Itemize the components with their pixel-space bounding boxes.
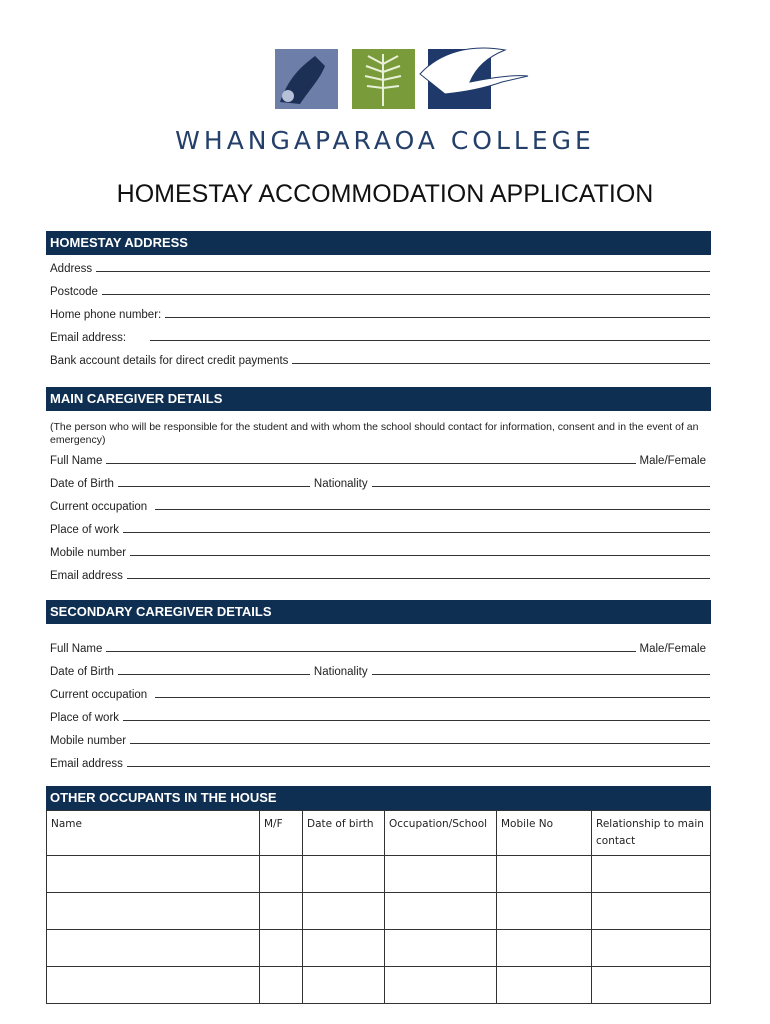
form-title: HOMESTAY ACCOMMODATION APPLICATION	[116, 180, 654, 208]
table-row[interactable]	[47, 930, 711, 967]
secondary-dob-nationality-field[interactable]: Date of Birth Nationality	[50, 662, 710, 678]
table-row[interactable]	[47, 967, 711, 1004]
secondary-email-field[interactable]: Email address	[50, 754, 710, 770]
section-header-homestay-address: HOMESTAY ADDRESS	[46, 231, 711, 255]
college-logo	[270, 44, 535, 112]
secondary-occupation-field[interactable]: Current occupation	[50, 685, 710, 701]
main-gender-label: Male/Female	[639, 455, 706, 467]
section-header-main-caregiver: MAIN CAREGIVER DETAILS	[46, 387, 711, 411]
col-mobile: Mobile No	[497, 811, 592, 856]
home-phone-field[interactable]: Home phone number:	[50, 305, 710, 321]
email-field[interactable]: Email address:	[50, 328, 710, 344]
main-place-of-work-field[interactable]: Place of work	[50, 520, 710, 536]
main-nationality-label: Nationality	[313, 478, 368, 490]
secondary-full-name-field[interactable]: Full Name Male/Female	[50, 639, 710, 655]
col-occupation: Occupation/School	[385, 811, 497, 856]
main-occupation-field[interactable]: Current occupation	[50, 497, 710, 513]
secondary-gender-label: Male/Female	[639, 643, 706, 655]
main-full-name-field[interactable]: Full Name Male/Female	[50, 451, 710, 467]
table-row[interactable]	[47, 893, 711, 930]
col-gender: M/F	[260, 811, 303, 856]
main-mobile-field[interactable]: Mobile number	[50, 543, 710, 559]
section-header-occupants: OTHER OCCUPANTS IN THE HOUSE	[46, 786, 711, 810]
table-header-row	[47, 811, 711, 856]
main-dob-nationality-field[interactable]: Date of Birth Nationality	[50, 474, 710, 490]
col-dob: Date of birth	[303, 811, 385, 856]
postcode-field[interactable]: Postcode	[50, 282, 710, 298]
section-header-secondary-caregiver: SECONDARY CAREGIVER DETAILS	[46, 600, 711, 624]
col-name: Name	[47, 811, 260, 856]
secondary-place-of-work-field[interactable]: Place of work	[50, 708, 710, 724]
col-relationship: Relationship to main contact	[592, 811, 711, 856]
main-caregiver-note: (The person who will be responsible for the student and with whom the school should contact for information, consent and in the event of an emergency)	[50, 421, 699, 446]
occupants-table	[46, 810, 711, 1004]
bank-account-field[interactable]: Bank account details for direct credit payments	[50, 351, 710, 367]
table-row[interactable]	[47, 856, 711, 893]
school-name: WHANGAPARAOA COLLEGE	[175, 126, 595, 155]
secondary-mobile-field[interactable]: Mobile number	[50, 731, 710, 747]
secondary-nationality-label: Nationality	[313, 666, 368, 678]
address-field[interactable]: Address	[50, 259, 710, 275]
main-email-field[interactable]: Email address	[50, 566, 710, 582]
